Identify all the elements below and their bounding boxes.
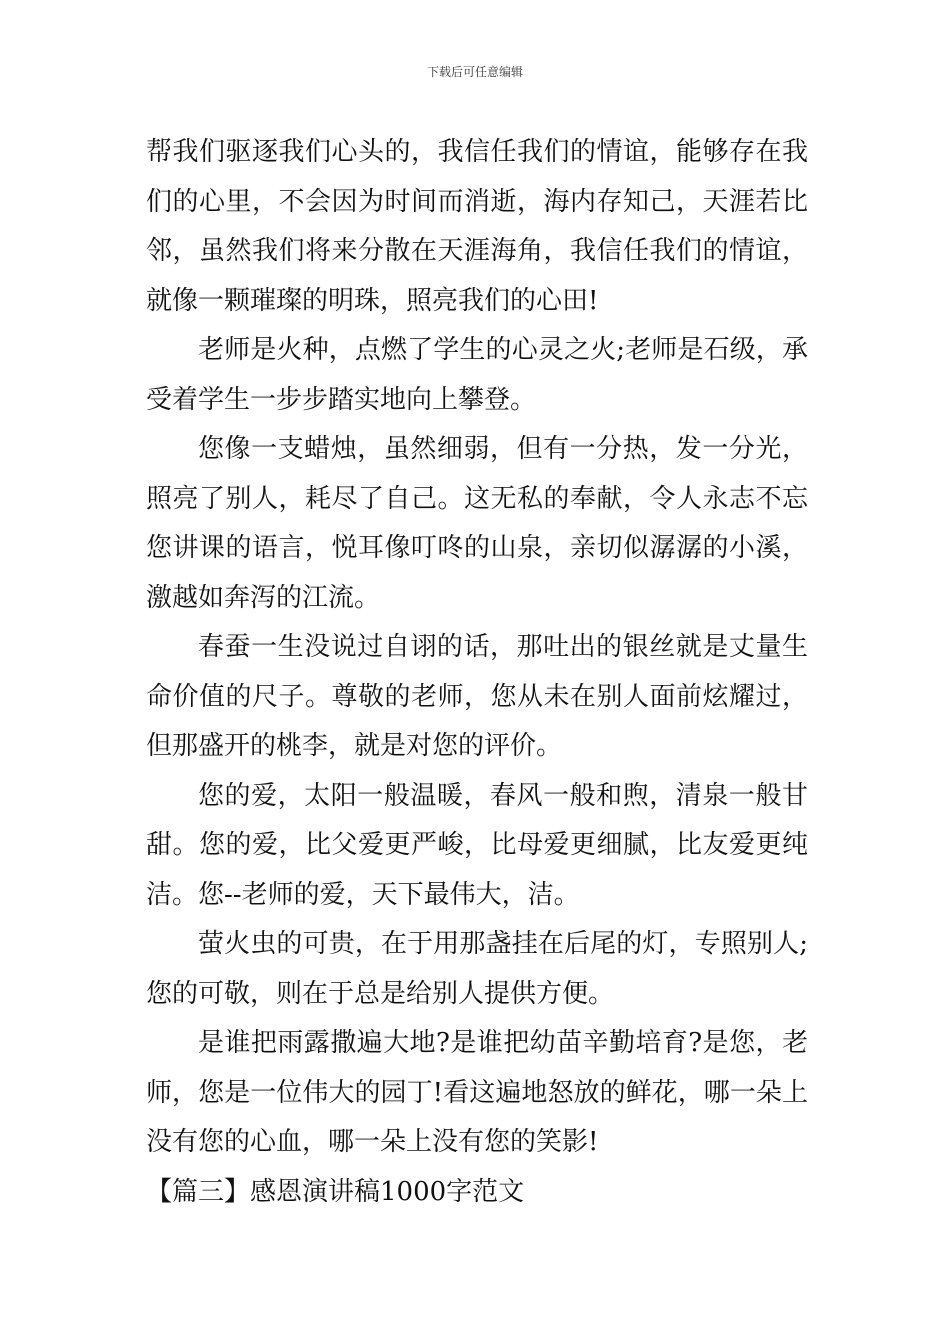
paragraph-3: 您像一支蜡烛，虽然细弱，但有一分热，发一分光，照亮了别人，耗尽了自己。这无私的奉献，令人永志不忘您讲课的语言，悦耳像叮咚的山泉，亲切似潺潺的小溪，激越如奔泻的江流。 (146, 434, 808, 613)
document-body (146, 128, 808, 1217)
paragraph-5: 您的爱，太阳一般温暖，春风一般和煦，清泉一般甘甜。您的爱，比父爱更严峻，比母爱更细腻，比友爱更纯洁。您--老师的爱，天下最伟大，洁。 (146, 780, 808, 910)
paragraph-1: 帮我们驱逐我们心头的，我信任我们的情谊，能够存在我们的心里，不会因为时间而消逝，海内存知己，天涯若比邻，虽然我们将来分散在天涯海角，我信任我们的情谊，就像一颗璀璨的明珠，照亮我们的心田! (146, 137, 808, 316)
paragraph-7: 是谁把雨露撒遍大地?是谁把幼苗辛勤培育?是您，老师，您是一位伟大的园丁!看这遍地怒放的鲜花，哪一朵上没有您的心血，哪一朵上没有您的笑影! (146, 1028, 808, 1157)
paragraph-4: 春蚕一生没说过自诩的话，那吐出的银丝就是丈量生命价值的尺子。尊敬的老师，您从未在别人面前炫耀过，但那盛开的桃李，就是对您的评价。 (146, 632, 808, 761)
page-header: 下载后可任意编辑 (426, 65, 523, 79)
section-heading: 【篇三】感恩演讲稿1000字范文 (146, 1176, 525, 1207)
paragraph-6: 萤火虫的可贵，在于用那盏挂在后尾的灯，专照别人;您的可敬，则在于总是给别人提供方便。 (146, 929, 808, 1009)
paragraph-2: 老师是火种，点燃了学生的心灵之火;老师是石级，承受着学生一步步踏实地向上攀登。 (146, 335, 808, 415)
